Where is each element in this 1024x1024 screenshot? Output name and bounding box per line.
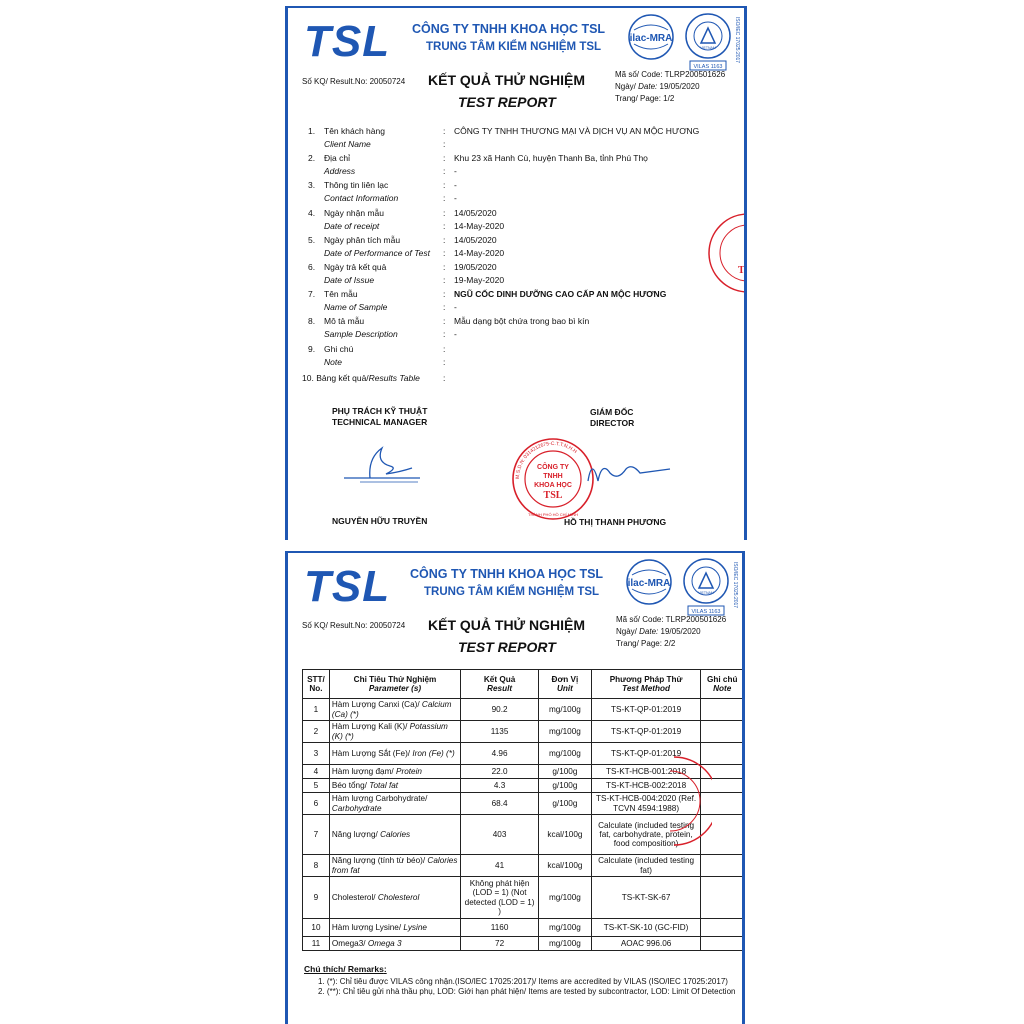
company-name: CÔNG TY TNHH KHOA HỌC TSL — [412, 22, 606, 36]
info-row-label-en: Sample Description — [324, 329, 398, 340]
parameter-vn: Hàm Lượng Kali (K)/ — [331, 722, 408, 732]
result-number: Số KQ/ Result.No: 20050724 — [302, 77, 406, 86]
cell-parameter — [329, 779, 460, 793]
parameter-vn: Hàm lượng đạm/ — [331, 766, 394, 776]
info-row-value-2: 14-May-2020 — [454, 247, 505, 258]
remarks-title: Chú thích/ Remarks: — [304, 964, 387, 974]
info-row-label-vn: Mô tả mẫu — [324, 316, 365, 327]
info-row-colon: : — [443, 316, 446, 327]
tech-manager-signature — [340, 438, 430, 486]
info-row-colon: : — [443, 180, 446, 191]
cell-unit: mg/100g — [539, 937, 592, 951]
info-row-colon: : — [443, 356, 446, 367]
info-row-label-vn: Tên khách hàng — [324, 126, 385, 136]
parameter-vn: Hàm Lượng Canxi (Ca)/ — [331, 700, 420, 710]
parameter-en: Calories from fat — [331, 856, 458, 875]
info-row-value: 19/05/2020 — [454, 262, 497, 272]
cell-unit: kcal/100g — [539, 855, 592, 877]
date-label-en-2: Date: — [639, 627, 659, 636]
table-row — [303, 937, 744, 951]
boa-country: VIETNAM — [700, 46, 716, 50]
info-row-10-vn: Bảng kết quả/ — [316, 373, 369, 383]
cell-unit: mg/100g — [539, 721, 592, 743]
info-row-value-2: 19-May-2020 — [454, 275, 505, 285]
report-title-en: TEST REPORT — [458, 94, 556, 110]
cell-no: 10 — [303, 919, 330, 937]
cell-result: 72 — [461, 937, 539, 951]
cell-result: 90.2 — [461, 699, 539, 721]
info-row-colon: : — [443, 329, 446, 340]
info-row-colon: : — [443, 220, 446, 231]
col-parameter: Chỉ Tiêu Thử Nghiệm Parameter (s) — [329, 670, 460, 699]
cell-method: TS-KT-HCB-002:2018 — [591, 779, 701, 793]
center-name-2: TRUNG TÂM KIỂM NGHIỆM TSL — [424, 586, 600, 598]
tsl-logo: TSL — [304, 17, 391, 66]
info-row-colon: : — [443, 153, 446, 164]
info-row-label-vn: Tên mẫu — [324, 289, 358, 300]
info-row-label-en: Name of Sample — [324, 302, 388, 313]
cell-method: TS-KT-QP-01:2019 — [591, 743, 701, 765]
report-title-vn-2: KẾT QUẢ THỬ NGHIỆM — [428, 617, 586, 633]
info-row-10 — [302, 373, 420, 383]
info-row-num: 9. — [308, 343, 316, 354]
cell-parameter — [329, 765, 460, 779]
cell-method: TS-KT-QP-01:2019 — [591, 721, 701, 743]
info-row-colon: : — [443, 207, 446, 218]
remark-2: 2. (**): Chỉ tiêu gửi nhà thầu phụ, LOD: Giới hạn phát hiện/ Items are tested by subcontractor, LOD: Limit Of Detection — [318, 987, 736, 996]
info-row-label-en: Contact Information — [324, 193, 399, 204]
parameter-vn: Năng lượng/ — [331, 829, 378, 839]
cell-result: 68.4 — [461, 793, 539, 815]
info-row-value: NGŨ CỐC DINH DƯỠNG CAO CẤP AN MỘC HƯƠNG — [454, 289, 667, 300]
info-row-colon: : — [443, 343, 446, 354]
parameter-vn: Cholesterol/ — [331, 892, 376, 902]
info-row-value-2: - — [454, 302, 457, 313]
info-row-num: 4. — [308, 207, 316, 218]
cell-result: 4.3 — [461, 779, 539, 793]
col-unit: Đơn Vị Unit — [539, 670, 592, 699]
cell-note — [701, 919, 744, 937]
info-row-value: 14/05/2020 — [454, 207, 497, 218]
parameter-en: Calories — [380, 829, 411, 839]
report-title-vn: KẾT QUẢ THỬ NGHIỆM — [428, 72, 586, 88]
cell-result: 1135 — [461, 721, 539, 743]
cell-method: TS-KT-HCB-004:2020 (Ref. TCVN 4594:1988) — [591, 793, 701, 815]
report-code-2: Mã số/ Code: TLRP200501626 — [616, 615, 727, 624]
parameter-en: Calcium (Ca) (*) — [331, 700, 452, 719]
cell-method: Calculate (included testing fat, carbohydrate, protein, food composition) — [591, 815, 701, 855]
vilas-label: VILAS 1163 — [693, 64, 723, 70]
stamp-line4: TSL — [543, 490, 563, 501]
cell-result: 4.96 — [461, 743, 539, 765]
info-row-num: 6. — [308, 262, 316, 272]
cell-note — [701, 721, 744, 743]
cell-unit: kcal/100g — [539, 815, 592, 855]
report-page-2 — [285, 551, 745, 1024]
cell-no: 7 — [303, 815, 330, 855]
info-row-value-2: - — [454, 166, 457, 177]
cell-unit: mg/100g — [539, 699, 592, 721]
cell-note — [701, 855, 744, 877]
cell-note — [701, 937, 744, 951]
parameter-vn: Omega3/ — [331, 938, 366, 948]
iso-label-2: ISO/IEC 17025:2017 — [732, 561, 738, 609]
info-row-value: 14/05/2020 — [454, 234, 497, 245]
cell-parameter — [329, 815, 460, 855]
report-code: Mã số/ Code: TLRP200501626 — [615, 70, 726, 79]
info-row-label-vn: Ngày phân tích mẫu — [324, 234, 401, 245]
cell-no: 9 — [303, 877, 330, 919]
parameter-en: Protein — [396, 766, 422, 776]
table-row — [303, 699, 744, 721]
cell-method: TS-KT-SK-10 (GC-FID) — [591, 919, 701, 937]
cell-parameter — [329, 855, 460, 877]
info-row-10-colon: : — [443, 373, 446, 383]
stamp-ring-top: M.S.D.N: 0314212675-C.T.T.N.H.H — [514, 440, 578, 480]
stamp-line1: CÔNG TY — [537, 464, 569, 471]
boa-accreditation-icon-2 — [678, 555, 740, 619]
parameter-vn: Hàm lượng Carbohydrate/ — [331, 794, 428, 804]
info-row-num: 8. — [308, 316, 316, 327]
cell-no: 1 — [303, 699, 330, 721]
cell-result: 22.0 — [461, 765, 539, 779]
parameter-vn: Năng lượng (tính từ béo)/ — [331, 856, 426, 866]
cell-note — [701, 877, 744, 919]
parameter-en: Iron (Fe) (*) — [412, 748, 455, 758]
cell-result: 1160 — [461, 919, 539, 937]
info-row-colon: : — [443, 289, 446, 300]
parameter-en: Total fat — [369, 780, 399, 790]
date-prefix: Ngày/ — [615, 82, 636, 91]
info-row-label-en: Date of receipt — [324, 220, 380, 231]
parameter-vn: Hàm Lượng Sắt (Fe)/ — [331, 748, 411, 758]
date-value: 19/05/2020 — [659, 82, 700, 91]
cell-unit: mg/100g — [539, 743, 592, 765]
table-edge-stamp — [664, 751, 712, 851]
info-row-label-vn: Ngày trả kết quả — [324, 262, 387, 272]
info-row-colon: : — [443, 234, 446, 245]
result-number-2: Số KQ/ Result.No: 20050724 — [302, 621, 406, 630]
cell-method: TS-KT-SK-67 — [591, 877, 701, 919]
col-stt: STT/ No. — [303, 670, 330, 699]
info-row-label-en: Note — [324, 356, 342, 367]
cell-method: AOAC 996.06 — [591, 937, 701, 951]
info-row-value-2: - — [454, 193, 457, 204]
parameter-vn: Béo tổng/ — [331, 780, 367, 790]
info-row-label-en: Date of Issue — [324, 275, 375, 285]
center-name: TRUNG TÂM KIỂM NGHIỆM TSL — [426, 41, 602, 53]
ilac-label: ilac-MRA — [629, 33, 673, 44]
info-row-label-en: Address — [324, 166, 356, 177]
info-row-value: CÔNG TY TNHH THƯƠNG MẠI VÀ DỊCH VỤ AN MỘC HƯƠNG — [454, 126, 700, 136]
info-row-value-2: 14-May-2020 — [454, 220, 505, 231]
info-row-num: 1. — [308, 126, 316, 136]
info-row-label-en: Date of Performance of Test — [324, 247, 430, 258]
info-row-colon: : — [443, 275, 446, 285]
tech-manager-title-vn: PHỤ TRÁCH KỸ THUẬT — [332, 406, 428, 416]
info-row-colon: : — [443, 247, 446, 258]
cell-result: 403 — [461, 815, 539, 855]
director-title-en: DIRECTOR — [590, 418, 635, 428]
info-row-label-en: Client Name — [324, 139, 371, 149]
report-date — [615, 82, 700, 91]
cell-no: 6 — [303, 793, 330, 815]
cell-no: 5 — [303, 779, 330, 793]
tech-manager-name: NGUYỄN HỮU TRUYỀN — [332, 516, 428, 526]
table-row — [303, 919, 744, 937]
cell-no: 2 — [303, 721, 330, 743]
info-row-colon: : — [443, 193, 446, 204]
table-row — [303, 877, 744, 919]
director-title-vn: GIÁM ĐỐC — [590, 407, 634, 417]
info-row-colon: : — [443, 166, 446, 177]
cell-unit: g/100g — [539, 779, 592, 793]
date-value-2: 19/05/2020 — [660, 627, 701, 636]
report-date-2 — [616, 627, 701, 636]
cell-unit: g/100g — [539, 765, 592, 779]
col-method: Phương Pháp Thử Test Method — [591, 670, 701, 699]
parameter-en: Lysine — [403, 922, 427, 932]
info-row-num: 3. — [308, 180, 316, 191]
info-row-value: Mẫu dạng bột chứa trong bao bì kín — [454, 316, 590, 327]
cell-no: 4 — [303, 765, 330, 779]
info-row-num: 7. — [308, 289, 316, 300]
info-row-value: - — [454, 180, 457, 191]
tech-manager-title-en: TECHNICAL MANAGER — [332, 417, 428, 427]
info-row-10-en: Results Table — [368, 373, 420, 383]
iso-label: ISO/IEC 17025:2017 — [734, 16, 740, 64]
info-row-colon: : — [443, 302, 446, 313]
cell-result: 41 — [461, 855, 539, 877]
cell-unit: mg/100g — [539, 877, 592, 919]
cell-method: Calculate (included testing fat) — [591, 855, 701, 877]
director-signature — [584, 451, 674, 491]
parameter-en: Carbohydrate — [331, 803, 382, 813]
edge-stamp — [708, 211, 757, 295]
info-row-label-vn: Địa chỉ — [324, 153, 350, 164]
vilas-label-2: VILAS 1163 — [691, 609, 721, 615]
info-row-colon: : — [443, 126, 446, 136]
cell-parameter — [329, 919, 460, 937]
cell-unit: g/100g — [539, 793, 592, 815]
page-number-2: Trang/ Page: 2/2 — [616, 639, 676, 648]
report-page-1 — [285, 6, 757, 540]
stamp-ring-bottom: THÀNH PHỐ HỒ CHÍ MINH — [528, 512, 578, 517]
info-row-label-vn: Thông tin liên lạc — [324, 180, 389, 191]
cell-parameter — [329, 743, 460, 765]
stamp-line3: KHOA HỌC — [534, 482, 572, 489]
cell-note — [701, 699, 744, 721]
boa-accreditation-icon — [680, 10, 742, 74]
parameter-en: Cholesterol — [377, 892, 420, 902]
info-row-label-vn: Ngày nhận mẫu — [324, 207, 385, 218]
tsl-logo-2: TSL — [304, 562, 391, 611]
edge-stamp-text: TSL — [738, 265, 757, 276]
info-row-colon: : — [443, 262, 446, 272]
results-header-row — [303, 670, 744, 699]
cell-method: TS-KT-HCB-001:2018 — [591, 765, 701, 779]
parameter-en: Potassium (K) (*) — [331, 722, 448, 741]
cell-parameter — [329, 877, 460, 919]
info-row-num: 2. — [308, 153, 316, 164]
parameter-en: Omega 3 — [367, 938, 402, 948]
cell-unit: mg/100g — [539, 919, 592, 937]
cell-method: TS-KT-QP-01:2019 — [591, 699, 701, 721]
cell-parameter — [329, 793, 460, 815]
director-name: HỒ THỊ THANH PHƯƠNG — [564, 517, 667, 527]
col-note: Ghi chú Note — [701, 670, 744, 699]
ilac-label-2: ilac-MRA — [627, 578, 671, 589]
info-row-label-vn: Ghi chú — [324, 343, 354, 354]
page-number: Trang/ Page: 1/2 — [615, 94, 675, 103]
info-row-value: Khu 23 xã Hanh Cù, huyện Thanh Ba, tỉnh Phú Thọ — [454, 153, 648, 164]
company-name-2: CÔNG TY TNHH KHOA HỌC TSL — [410, 567, 604, 581]
ilac-mra-icon — [626, 12, 676, 62]
cell-parameter — [329, 721, 460, 743]
cell-parameter — [329, 699, 460, 721]
remark-1: 1. (*): Chỉ tiêu được VILAS công nhận.(ISO/IEC 17025:2017)/ Items are accredited by VILAS (ISO/IEC 17025:2017) — [318, 977, 728, 986]
date-prefix-2: Ngày/ — [616, 627, 637, 636]
info-row-num: 5. — [308, 234, 316, 245]
stamp-line2: TNHH — [543, 473, 563, 480]
cell-result: Không phát hiện (LOD = 1) (Not detected (LOD = 1) ) — [461, 877, 539, 919]
boa-country-2: VIETNAM — [698, 591, 714, 595]
info-row-10-num: 10. — [302, 373, 314, 383]
cell-no: 3 — [303, 743, 330, 765]
cell-no: 8 — [303, 855, 330, 877]
info-row-value-2: - — [454, 329, 457, 340]
col-result: Kết Quả Result — [461, 670, 539, 699]
parameter-vn: Hàm lượng Lysine/ — [331, 922, 402, 932]
table-row — [303, 721, 744, 743]
report-title-en-2: TEST REPORT — [458, 639, 556, 655]
info-row-colon: : — [443, 139, 446, 149]
cell-parameter — [329, 937, 460, 951]
table-row — [303, 855, 744, 877]
ilac-mra-icon-2 — [624, 557, 674, 607]
cell-no: 11 — [303, 937, 330, 951]
date-label-en: Date: — [638, 82, 658, 91]
